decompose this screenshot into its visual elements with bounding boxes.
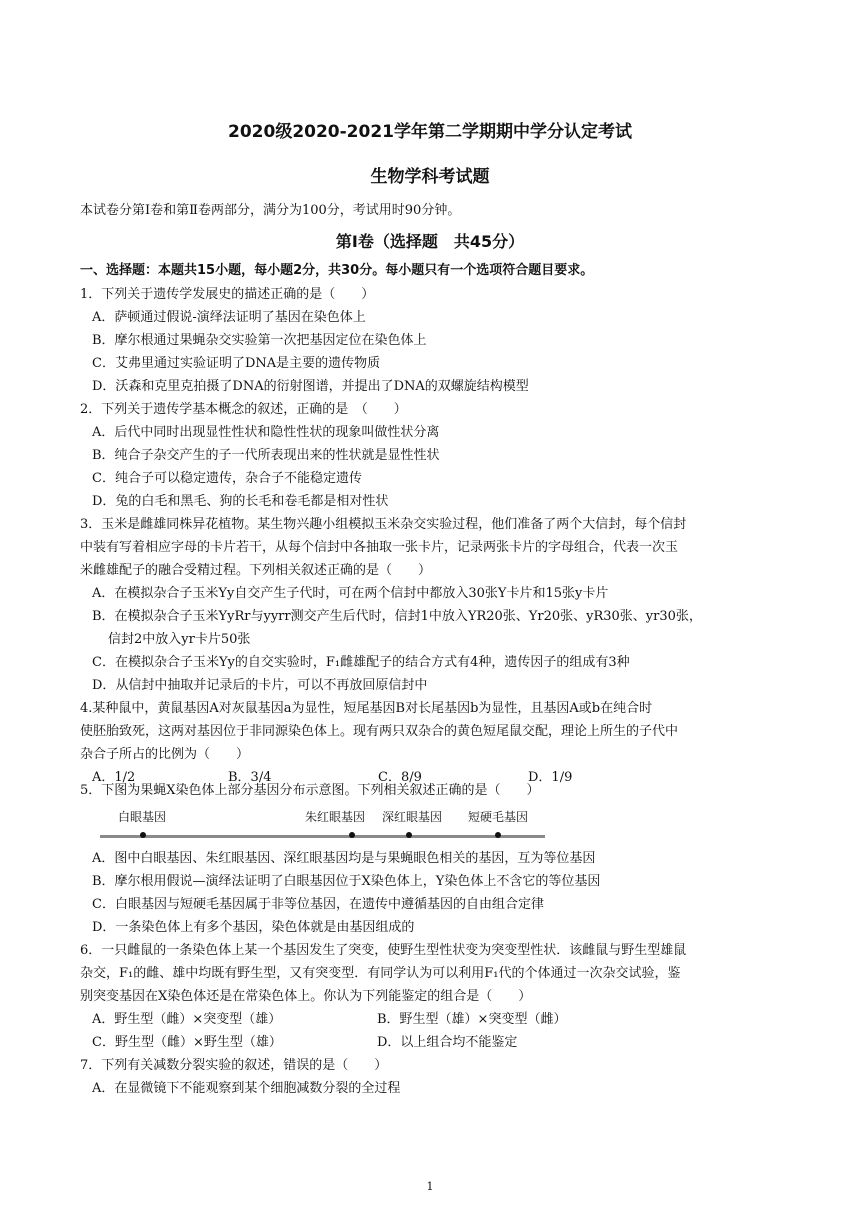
gene-label-short-bristle: 短硬毛基因 (468, 810, 529, 824)
question-1-option-d: D．沃森和克里克拍摄了DNA的衍射图谱，并提出了DNA的双螺旋结构模型 (92, 379, 529, 394)
question-4-stem-line-2: 使胚胎致死，这两对基因位于非同源染色体上。现有两只双杂合的黄色短尾鼠交配，理论上所生的子代中 (80, 724, 679, 739)
question-4-option-c: C．8/9 (378, 770, 422, 785)
question-3-stem-line-1: 3．玉米是雌雄同株异花植物。某生物兴趣小组模拟玉米杂交实验过程，他们准备了两个大信封，每个信封 (80, 517, 687, 532)
question-2-stem: 2．下列关于遗传学基本概念的叙述，正确的是 （ ） (80, 402, 407, 417)
gene-locus-crimson-eye (406, 832, 412, 838)
gene-label-white-eye: 白眼基因 (118, 810, 167, 824)
question-6-stem-line-2: 杂交，F₁的雌、雄中均既有野生型，又有突变型．有同学认为可以利用F₁代的个体通过一次杂交试验，鉴 (80, 966, 681, 981)
gene-locus-short-bristle (495, 832, 501, 838)
question-4-option-d: D．1/9 (528, 770, 573, 785)
question-6-option-b: B．野生型（雄）×突变型（雌） (377, 1012, 567, 1027)
question-2-option-a: A．后代中同时出现显性性状和隐性性状的现象叫做性状分离 (92, 425, 440, 440)
x-chromosome-gene-diagram (100, 808, 560, 848)
question-1-option-c: C．艾弗里通过实验证明了DNA是主要的遗传物质 (92, 356, 381, 371)
question-4-option-b: B．3/4 (228, 770, 272, 785)
question-6-stem-line-3: 别突变基因在X染色体还是在常染色体上。你认为下列能鉴定的组合是（ ） (80, 989, 532, 1004)
question-6-option-a: A．野生型（雌）×突变型（雄） (92, 1012, 282, 1027)
gene-locus-white-eye (140, 832, 146, 838)
page-number: 1 (426, 1180, 434, 1193)
question-2-option-c: C．纯合子可以稳定遗传，杂合子不能稳定遗传 (92, 471, 362, 486)
part-heading: 一、选择题：本题共15小题，每小题2分，共30分。每小题只有一个选项符合题目要求。 (80, 263, 594, 278)
question-7-option-a: A．在显微镜下不能观察到某个细胞减数分裂的全过程 (92, 1081, 401, 1096)
gene-label-vermilion-eye: 朱红眼基因 (305, 810, 366, 824)
exam-title: 2020级2020-2021学年第二学期期中学分认定考试 (228, 122, 632, 142)
question-5-stem: 5．下图为果蝇X染色体上部分基因分布示意图。下列相关叙述正确的是（ ） (80, 783, 540, 798)
question-6-option-d: D．以上组合均不能鉴定 (377, 1035, 518, 1050)
question-3-option-b: B．在模拟杂合子玉米YyRr与yyrr测交产生后代时，信封1中放入YR20张、Yr20张、yR30张、yr30张， (92, 609, 702, 624)
section-title: 第Ⅰ卷（选择题 共45分） (335, 232, 525, 251)
exam-intro: 本试卷分第Ⅰ卷和第Ⅱ卷两部分，满分为100分，考试用时90分钟。 (80, 203, 461, 218)
question-3-option-a: A．在模拟杂合子玉米Yy自交产生子代时，可在两个信封中都放入30张Y卡片和15张y卡片 (92, 586, 609, 601)
question-1-option-b: B．摩尔根通过果蝇杂交实验第一次把基因定位在染色体上 (92, 333, 427, 348)
question-6-option-c: C．野生型（雌）×野生型（雄） (92, 1035, 282, 1050)
gene-label-crimson-eye: 深红眼基因 (382, 810, 443, 824)
question-3-option-c: C．在模拟杂合子玉米Yy的自交实验时，F₁雌雄配子的结合方式有4种，遗传因子的组成有3种 (92, 655, 630, 670)
question-3-stem-line-2: 中装有写着相应字母的卡片若干，从每个信封中各抽取一张卡片，记录两张卡片的字母组合，代表一次玉 (80, 540, 679, 555)
question-3-option-d: D．从信封中抽取并记录后的卡片，可以不再放回原信封中 (92, 678, 428, 693)
gene-locus-vermilion-eye (349, 832, 355, 838)
question-2-option-d: D．兔的白毛和黑毛、狗的长毛和卷毛都是相对性状 (92, 494, 389, 509)
chromosome-bar (100, 835, 545, 838)
question-2-option-b: B．纯合子杂交产生的子一代所表现出来的性状就是显性性状 (92, 448, 440, 463)
question-5-option-b: B．摩尔根用假说—演绎法证明了白眼基因位于X染色体上，Y染色体上不含它的等位基因 (92, 874, 601, 889)
question-7-stem: 7．下列有关减数分裂实验的叙述，错误的是（ ） (80, 1058, 388, 1073)
question-4-option-a: A．1/2 (92, 770, 136, 785)
question-3-stem-line-3: 米雌雄配子的融合受精过程。下列相关叙述正确的是（ ） (80, 563, 432, 578)
question-5-option-c: C．白眼基因与短硬毛基因属于非等位基因，在遗传中遵循基因的自由组合定律 (92, 897, 544, 912)
question-5-option-a: A．图中白眼基因、朱红眼基因、深红眼基因均是与果蝇眼色相关的基因，互为等位基因 (92, 851, 596, 866)
question-4-stem-line-3: 杂合子所占的比例为（ ） (80, 747, 250, 762)
question-1-stem: 1．下列关于遗传学发展史的描述正确的是（ ） (80, 287, 375, 302)
question-4-stem-line-1: 4.某种鼠中，黄鼠基因A对灰鼠基因a为显性，短尾基因B对长尾基因b为显性，且基因A或b在纯合时 (80, 701, 653, 716)
question-6-stem-line-1: 6．一只雌鼠的一条染色体上某一个基因发生了突变，使野生型性状变为突变型性状．该雌鼠与野生型雄鼠 (80, 943, 687, 958)
question-5-option-d: D．一条染色体上有多个基因，染色体就是由基因组成的 (92, 920, 415, 935)
question-1-option-a: A．萨顿通过假说-演绎法证明了基因在染色体上 (92, 310, 366, 325)
exam-subtitle: 生物学科考试题 (370, 167, 490, 187)
question-3-option-b-continued: 信封2中放入yr卡片50张 (108, 632, 251, 647)
